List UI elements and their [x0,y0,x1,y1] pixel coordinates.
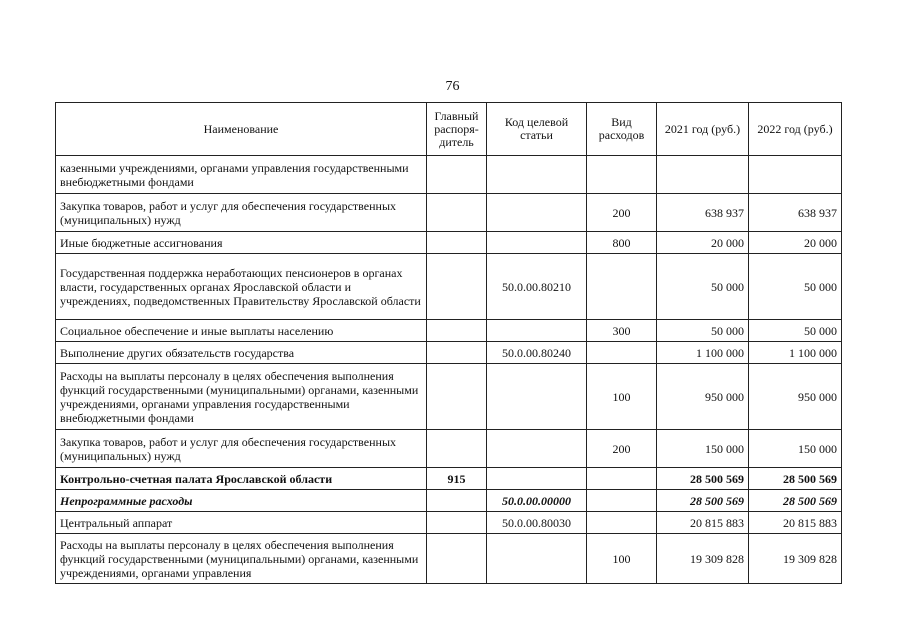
row-code [487,430,587,468]
row-year-2022: 20 815 883 [749,512,842,534]
row-code: 50.0.00.00000 [487,490,587,512]
row-name: Расходы на выплаты персоналу в целях обеспечения выполнения функций государственными (муниципальными) органами, казенными учреждениями, органами управления [56,534,427,584]
row-code [487,364,587,430]
row-admin [427,342,487,364]
table-row [56,430,842,468]
row-kind: 200 [587,194,657,232]
row-admin [427,364,487,430]
table-row [56,254,842,320]
row-kind [587,490,657,512]
row-year-2021 [657,156,749,194]
row-admin [427,254,487,320]
row-kind [587,468,657,490]
row-kind [587,156,657,194]
row-year-2021: 20 000 [657,232,749,254]
row-name: Контрольно-счетная палата Ярославской области [56,468,427,490]
row-code [487,468,587,490]
row-code: 50.0.00.80210 [487,254,587,320]
row-year-2021: 638 937 [657,194,749,232]
row-year-2022: 1 100 000 [749,342,842,364]
row-admin [427,156,487,194]
header-year-2022: 2022 год (руб.) [749,103,842,156]
table-row [56,320,842,342]
row-year-2022: 950 000 [749,364,842,430]
row-name: Социальное обеспечение и иные выплаты населению [56,320,427,342]
row-code [487,156,587,194]
row-kind [587,342,657,364]
row-admin [427,320,487,342]
row-year-2021: 20 815 883 [657,512,749,534]
row-name: Выполнение других обязательств государства [56,342,427,364]
row-code: 50.0.00.80030 [487,512,587,534]
row-year-2022: 150 000 [749,430,842,468]
table-row [56,342,842,364]
row-kind: 300 [587,320,657,342]
row-year-2022: 20 000 [749,232,842,254]
table-row [56,194,842,232]
row-name: Закупка товаров, работ и услуг для обеспечения государственных (муниципальных) нужд [56,430,427,468]
row-year-2021: 950 000 [657,364,749,430]
row-year-2021: 1 100 000 [657,342,749,364]
row-year-2021: 19 309 828 [657,534,749,584]
row-year-2022: 28 500 569 [749,490,842,512]
row-admin [427,194,487,232]
row-admin [427,534,487,584]
table-header-row [56,103,842,156]
table-row [56,512,842,534]
row-code [487,534,587,584]
table-row [56,364,842,430]
row-code [487,232,587,254]
row-admin [427,490,487,512]
row-name: Государственная поддержка неработающих пенсионеров в органах власти, государственных органах Ярославской области и учреждениях, подведомственных Правительству Ярославской области [56,254,427,320]
header-year-2021: 2021 год (руб.) [657,103,749,156]
row-admin [427,430,487,468]
row-name: Центральный аппарат [56,512,427,534]
table-row [56,156,842,194]
row-year-2021: 50 000 [657,320,749,342]
row-year-2021: 150 000 [657,430,749,468]
row-code [487,194,587,232]
row-name: Расходы на выплаты персоналу в целях обеспечения выполнения функций государственными (муниципальными) органами, казенными учреждениями, органами управления государственными внебюджетными фондами [56,364,427,430]
table-row [56,490,842,512]
budget-table [55,102,842,584]
row-name: казенными учреждениями, органами управления государственными внебюджетными фондами [56,156,427,194]
row-year-2021: 28 500 569 [657,468,749,490]
row-admin: 915 [427,468,487,490]
row-year-2022: 28 500 569 [749,468,842,490]
row-kind [587,254,657,320]
row-admin [427,232,487,254]
row-year-2022: 19 309 828 [749,534,842,584]
row-name: Иные бюджетные ассигнования [56,232,427,254]
row-kind: 200 [587,430,657,468]
row-code: 50.0.00.80240 [487,342,587,364]
header-admin: Главный распоря-дитель [427,103,487,156]
table-row [56,232,842,254]
row-year-2022: 50 000 [749,254,842,320]
row-kind: 100 [587,534,657,584]
row-year-2021: 28 500 569 [657,490,749,512]
table-row [56,468,842,490]
header-name: Наименование [56,103,427,156]
row-kind: 800 [587,232,657,254]
row-kind: 100 [587,364,657,430]
row-year-2021: 50 000 [657,254,749,320]
table-row [56,534,842,584]
row-year-2022: 50 000 [749,320,842,342]
page-number: 76 [445,79,460,94]
row-code [487,320,587,342]
row-name: Закупка товаров, работ и услуг для обеспечения государственных (муниципальных) нужд [56,194,427,232]
row-name: Непрограммные расходы [56,490,427,512]
row-year-2022: 638 937 [749,194,842,232]
header-code: Код целевой статьи [487,103,587,156]
row-admin [427,512,487,534]
header-kind: Вид расходов [587,103,657,156]
row-kind [587,512,657,534]
row-year-2022 [749,156,842,194]
